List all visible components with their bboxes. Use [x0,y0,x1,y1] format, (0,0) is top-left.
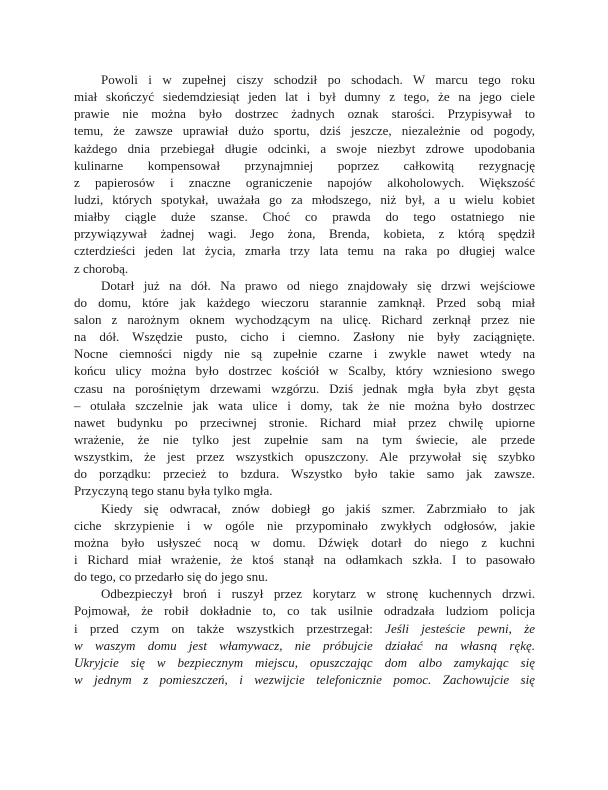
text-line [74,671,535,688]
italic-text-run: w waszym domu jest włamywacz, nie próbujcie działać na własną rękę. [74,637,535,653]
text-line [74,380,535,397]
text-line [74,654,535,671]
text-run: Odbezpieczył broń i ruszył przez korytarz w stronę kuchennych drzwi. [101,586,535,602]
text-run: czasu na porośniętym drzewami wzgórzu. Dziś jednak mgła była zbyt gęsta [74,380,535,396]
text-run: do porządku: przecież to bzdura. Wszystko było takie samo jak zawsze. [74,466,535,482]
text-line [74,105,535,122]
text-line [74,208,535,225]
text-run: końcu ulicy można było dostrzec kościół w Scalby, który wzniesiono swego [74,363,535,379]
text-run: wrażenie, że nie tylko jest zupełnie sam na tym świecie, ale przede [74,431,535,447]
text-run: Pojmował, że robił dokładnie to, co tak usilnie odradzała ludziom policja [74,603,535,619]
text-line [74,345,535,362]
text-line [74,414,535,431]
text-line [74,311,535,328]
text-run: do tego, co przedarło się do jego snu. [74,569,268,585]
text-line [74,397,535,414]
text-line [74,500,535,517]
text-line [74,71,535,88]
text-run: temu, że zawsze uprawiał dużo sportu, dziś jeszcze, niezależnie od pogody, [74,123,535,139]
text-run: każdego dnia przebiegał długie odcinki, a swoje niezbyt zdrowe upodobania [74,140,535,156]
text-run: przywiązywał żadnej wagi. Jego żona, Brenda, kobieta, z którą spędził [74,226,535,242]
text-line [74,242,535,259]
text-line [74,122,535,139]
text-run: z papierosów i znaczne ograniczenie napojów alkoholowych. Większość [74,174,535,190]
text-run: salon z narożnym oknem wychodzącym na ulicę. Richard zerknął przez nie [74,311,535,327]
text-line [74,637,535,654]
text-line [74,294,535,311]
text-run: miałby ciągle duże szanse. Choć co prawda do tego ostatniego nie [74,209,535,225]
text-line [74,551,535,568]
text-run: ludzi, których spotykał, uważała go za młodszego, niż był, a u wielu kobiet [74,191,535,207]
text-run: i przed czym on także wszystkich przestrzegał: [74,620,386,636]
text-run: Nocne ciemności nigdy nie są zupełnie czarne i zwykle nawet wtedy na [74,346,535,362]
text-line [74,431,535,448]
text-line [74,140,535,157]
text-run: można było usłyszeć nocą w domu. Dźwięk dotarł do niego z kuchni [74,534,535,550]
text-line [74,174,535,191]
text-line [74,517,535,534]
text-line [74,448,535,465]
text-run: i Richard miał wrażenie, że ktoś stanął na odłamkach szkła. I to pasowało [74,551,535,567]
text-line [74,620,535,637]
text-run: do domu, które jak każdego wieczoru starannie zamknął. Przed sobą miał [74,294,535,310]
text-run: ciche skrzypienie i w ogóle nie przypominało zwykłych odgłosów, jakie [74,517,535,533]
text-line [74,534,535,551]
text-line [74,191,535,208]
text-run: Powoli i w zupełnej ciszy schodził po schodach. W marcu tego roku [101,72,535,87]
italic-text-run: Jeśli jesteście pewni, że [385,620,535,636]
text-line [74,585,535,602]
text-line [74,88,535,105]
text-line [74,362,535,379]
text-run: z chorobą. [74,260,129,276]
page-text-block [74,71,535,688]
text-line [74,568,535,585]
text-run: Przyczyną tego stanu była tylko mgła. [74,483,273,499]
text-run: miał skończyć siedemdziesiąt jeden lat i był dumny z tego, że na jego ciele [74,89,535,105]
text-line [74,157,535,174]
italic-text-run: Ukryjcie się w bezpiecznym miejscu, opuszczając dom albo zamykając się [74,654,535,670]
text-line [74,465,535,482]
text-line [74,277,535,294]
text-run: na dół. Wszędzie pusto, cicho i ciemno. Zasłony nie były zaciągnięte. [74,329,535,345]
text-run: wszystkim, że jest przez wszystkich opuszczony. Ale przywołał się szybko [74,449,535,465]
text-run: kulinarne kompensował przynajmniej poprzez całkowitą rezygnację [74,157,535,173]
italic-text-run: w jednym z pomieszczeń, i wezwijcie telefonicznie pomoc. Zachowujcie się [74,671,535,687]
text-line [74,225,535,242]
text-run: Kiedy się odwracał, znów dobiegł go jakiś szmer. Zabrzmiało to jak [101,500,535,516]
text-run: Dotarł już na dół. Na prawo od niego znajdowały się drzwi wejściowe [101,277,535,293]
text-line [74,482,535,499]
text-run: nawet budynku po przeciwnej stronie. Richard miał przez chwilę upiorne [74,414,535,430]
text-run: czterdzieści jeden lat życia, zmarła trzy lata temu na raka po długiej walce [74,243,535,259]
text-run: prawie nie można było dostrzec żadnych oznak starości. Przypisywał to [74,106,535,122]
text-run: – otulała szczelnie jak wata ulice i domy, tak że nie można było dostrzec [74,397,535,413]
text-line [74,328,535,345]
text-line [74,260,535,277]
text-line [74,602,535,619]
